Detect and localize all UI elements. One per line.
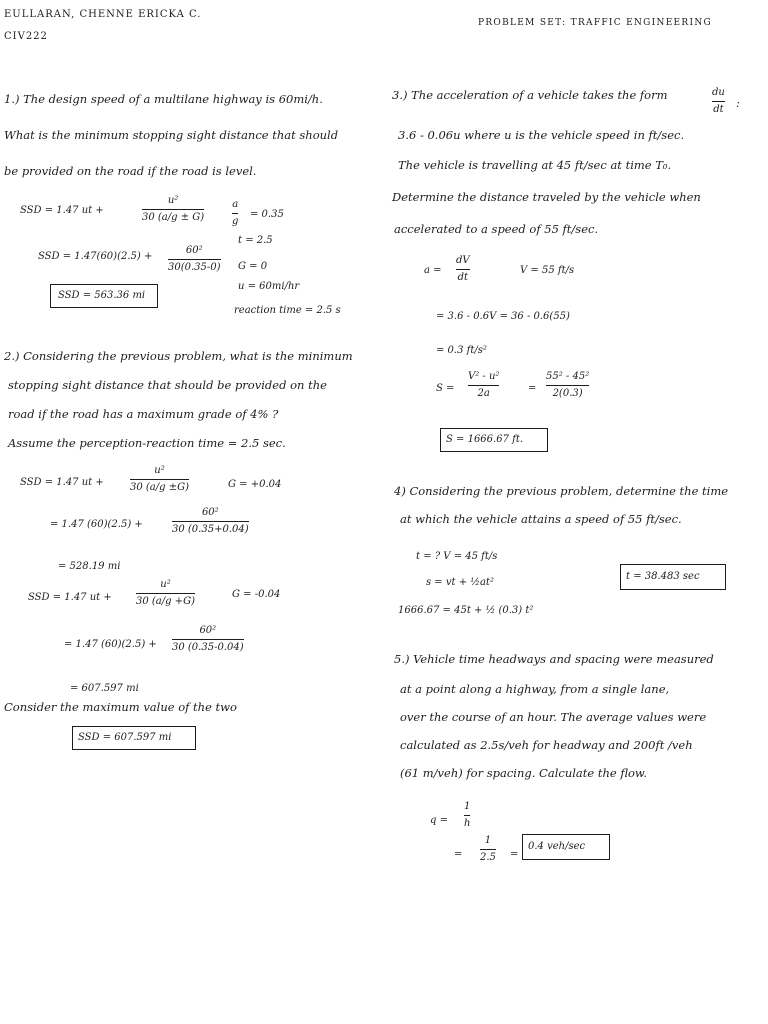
problem-3-line-3: The vehicle is travelling at 45 ft/sec at time T₀. bbox=[398, 158, 672, 172]
p3-eq3: = 0.3 ft/s² bbox=[436, 345, 487, 356]
p4-answer: t = 38.483 sec bbox=[626, 571, 700, 582]
p5-eq1-lhs: q = bbox=[430, 815, 448, 826]
p3-eq2: = 3.6 - 0.6V = 36 - 0.6(55) bbox=[436, 311, 570, 322]
p2-eq1-num: u² bbox=[154, 465, 165, 476]
p2-eq4-fraction bbox=[172, 626, 244, 653]
p1-given-t: t = 2.5 bbox=[238, 235, 273, 246]
p1-given-G: G = 0 bbox=[238, 261, 268, 272]
p4-eq2: s = vt + ½at² bbox=[426, 577, 494, 588]
p2-eq3-den: 30 (a/g +G) bbox=[136, 596, 195, 607]
p5-eq1-fraction bbox=[464, 802, 470, 829]
p1-ag-num: a bbox=[232, 199, 239, 210]
page-title: PROBLEM SET: TRAFFIC ENGINEERING bbox=[478, 18, 713, 28]
p1-eq2-den: 30(0.35-0) bbox=[168, 262, 221, 273]
p3-answer: S = 1666.67 ft. bbox=[446, 434, 524, 445]
problem-3-line-5: accelerated to a speed of 55 ft/sec. bbox=[394, 222, 599, 236]
p2-eq3-num: u² bbox=[160, 579, 171, 590]
problem-5-line-2: at a point along a highway, from a single lane, bbox=[400, 682, 670, 696]
problem-3-line-1: 3.) The acceleration of a vehicle takes the form bbox=[392, 88, 668, 102]
problem-5-line-1: 5.) Vehicle time headways and spacing were measured bbox=[394, 652, 714, 666]
problem-1-line-2: What is the minimum stopping sight distance that should bbox=[4, 128, 339, 142]
p1-eq2-fraction bbox=[168, 246, 221, 273]
p3-eq1-fraction bbox=[456, 256, 470, 283]
p3-eq4-lhs: S = bbox=[436, 383, 455, 394]
problem-2-line-3: road if the road has a maximum grade of 4% ? bbox=[8, 407, 279, 421]
p2-result-2: = 607.597 mi bbox=[70, 683, 139, 694]
p3-eq1-given: V = 55 ft/s bbox=[520, 265, 575, 276]
p1-eq1-lhs: SSD = 1.47 ut + bbox=[20, 205, 104, 216]
p1-eq1-den: 30 (a/g ± G) bbox=[142, 212, 205, 223]
p3-eq4-den2: 2(0.3) bbox=[552, 388, 583, 399]
p3-eq4-den: 2a bbox=[477, 388, 490, 399]
problem-5-line-3: over the course of an hour. The average values were bbox=[400, 710, 707, 724]
p3-eq4-fraction-1 bbox=[468, 372, 499, 399]
p3-eq4-equals: = bbox=[528, 383, 537, 394]
p5-eq2-equals: = bbox=[510, 849, 519, 860]
student-name: EULLARAN, CHENNE ERICKA C. bbox=[4, 9, 202, 20]
p2-eq1-fraction bbox=[130, 466, 189, 493]
p2-eq1-den: 30 (a/g ±G) bbox=[130, 482, 189, 493]
p3-form-num: du bbox=[712, 87, 725, 98]
p3-form-den: dt bbox=[713, 104, 724, 115]
p3-eq4-num2: 55² - 45² bbox=[546, 371, 590, 382]
p5-answer: 0.4 veh/sec bbox=[528, 841, 586, 852]
p5-eq2-fraction bbox=[480, 836, 496, 863]
p1-eq1-fraction bbox=[142, 196, 204, 223]
problem-3-line-2: 3.6 - 0.06u where u is the vehicle speed in ft/sec. bbox=[398, 128, 685, 142]
p1-reaction-time: reaction time = 2.5 s bbox=[234, 305, 341, 316]
problem-4-line-1: 4) Considering the previous problem, determine the time bbox=[394, 484, 729, 498]
problem-2-line-1: 2.) Considering the previous problem, what is the minimum bbox=[4, 349, 353, 363]
p3-eq1-lhs: a = bbox=[424, 265, 442, 276]
p5-eq2-den: 2.5 bbox=[480, 852, 496, 863]
problem-2-line-4: Assume the perception-reaction time = 2.5 sec. bbox=[8, 436, 286, 450]
p3-eq1-den: dt bbox=[457, 272, 469, 283]
p2-eq3-grade: G = -0.04 bbox=[232, 589, 281, 600]
p3-eq4-fraction-2 bbox=[546, 372, 589, 399]
p2-eq3-fraction bbox=[136, 580, 195, 607]
problem-5-line-4: calculated as 2.5s/veh for headway and 200ft /veh bbox=[400, 738, 693, 752]
p2-eq4-num: 60² bbox=[199, 625, 217, 636]
p4-eq1: t = ? V = 45 ft/s bbox=[416, 551, 498, 562]
p2-eq4-den: 30 (0.35-0.04) bbox=[172, 642, 244, 653]
p1-ag-fraction bbox=[232, 200, 238, 227]
p1-eq2-lhs: SSD = 1.47(60)(2.5) + bbox=[38, 251, 153, 262]
p3-eq1-num: dV bbox=[456, 255, 470, 266]
p1-answer: SSD = 563.36 mi bbox=[58, 290, 146, 301]
p1-eq1-num: u² bbox=[167, 195, 179, 206]
p1-eq2-num: 60² bbox=[185, 245, 203, 256]
p2-eq2-den: 30 (0.35+0.04) bbox=[172, 524, 249, 535]
p2-eq2-lhs: = 1.47 (60)(2.5) + bbox=[50, 519, 143, 530]
p1-given-u: u = 60mi/hr bbox=[238, 281, 300, 292]
p2-eq1-lhs: SSD = 1.47 ut + bbox=[20, 477, 104, 488]
p2-eq1-grade: G = +0.04 bbox=[228, 479, 282, 490]
p5-eq2-num: 1 bbox=[484, 835, 492, 846]
p3-form-fraction bbox=[712, 88, 725, 115]
p2-note: Consider the maximum value of the two bbox=[4, 700, 237, 714]
course-code: CIV222 bbox=[4, 31, 48, 42]
problem-3-line-4: Determine the distance traveled by the vehicle when bbox=[392, 190, 701, 204]
p2-result-1: = 528.19 mi bbox=[58, 561, 121, 572]
p2-eq3-lhs: SSD = 1.47 ut + bbox=[28, 592, 112, 603]
p2-answer: SSD = 607.597 mi bbox=[78, 732, 172, 743]
p5-eq1-num: 1 bbox=[464, 801, 471, 812]
problem-5-line-5: (61 m/veh) for spacing. Calculate the flow. bbox=[400, 766, 648, 780]
p2-eq2-num: 60² bbox=[201, 507, 219, 518]
p4-eq3: 1666.67 = 45t + ½ (0.3) t² bbox=[398, 605, 534, 616]
p5-eq1-den: h bbox=[464, 818, 471, 829]
p5-eq2-lhs: = bbox=[454, 849, 463, 860]
problem-4-line-2: at which the vehicle attains a speed of 55 ft/sec. bbox=[400, 512, 682, 526]
p2-eq2-fraction bbox=[172, 508, 249, 535]
p1-ag-value: = 0.35 bbox=[250, 209, 284, 220]
problem-2-line-2: stopping sight distance that should be provided on the bbox=[8, 378, 327, 392]
p1-ag-den: g bbox=[232, 216, 239, 227]
p3-form-colon: : bbox=[736, 96, 740, 110]
p3-eq4-num: V² - u² bbox=[468, 371, 500, 382]
problem-1-line-1: 1.) The design speed of a multilane highway is 60mi/h. bbox=[4, 92, 323, 106]
problem-1-line-3: be provided on the road if the road is level. bbox=[4, 164, 257, 178]
p2-eq4-lhs: = 1.47 (60)(2.5) + bbox=[64, 639, 157, 650]
